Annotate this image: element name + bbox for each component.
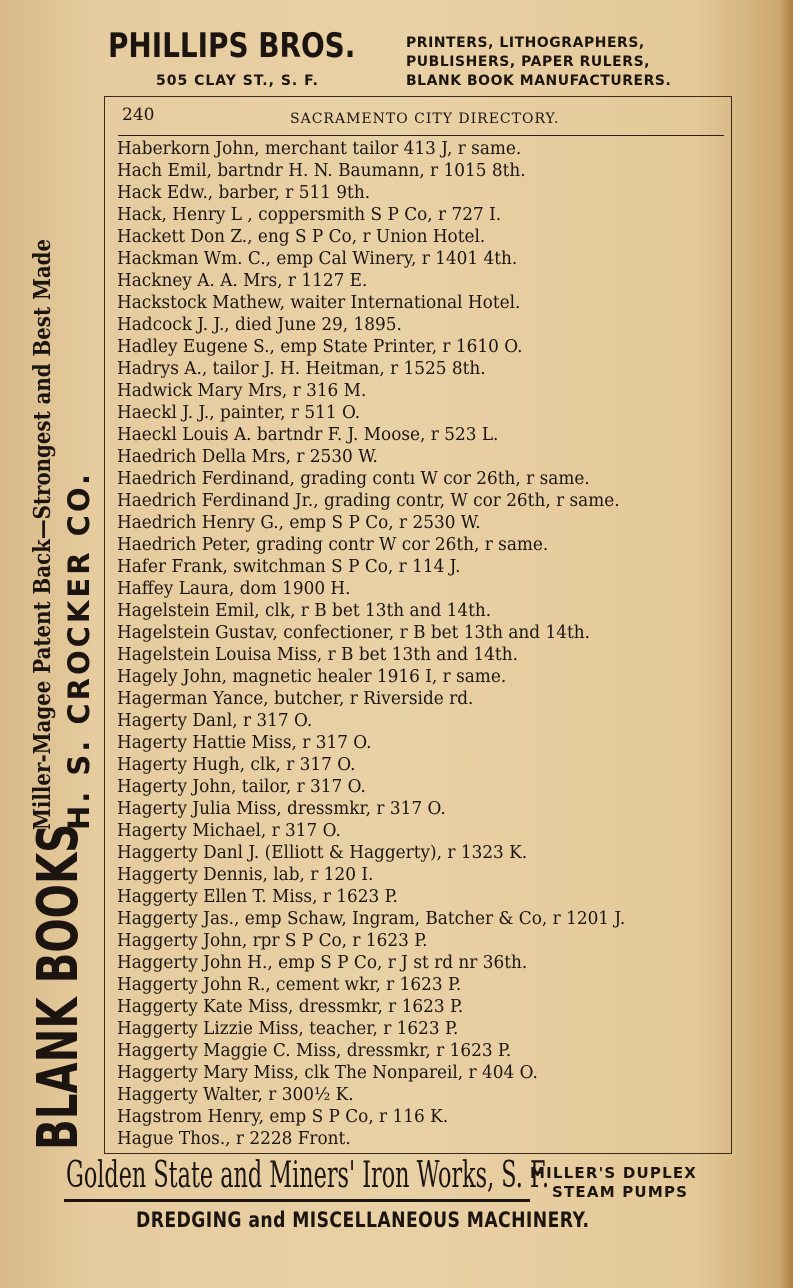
directory-entry: Hagelstein Louisa Miss, r B bet 13th and 14th. (117, 645, 518, 665)
directory-entry: Haggerty Ellen T. Miss, r 1623 P. (117, 887, 398, 907)
directory-entry: Hadwick Mary Mrs, r 316 M. (117, 381, 367, 401)
directory-entry: Haggerty Mary Miss, clk The Nonpareil, r 404 O. (117, 1063, 538, 1083)
directory-entry: Haberkorn John, merchant tailor 413 J, r same. (117, 139, 522, 159)
footer-right-line: MILLER'S DUPLEX (530, 1164, 698, 1182)
directory-entry: Hagerty Michael, r 317 O. (117, 821, 341, 841)
directory-entry: Hafer Frank, switchman S P Co, r 114 J. (117, 557, 461, 577)
directory-entry: Hagerty Julia Miss, dressmkr, r 317 O. (117, 799, 446, 819)
directory-entry: Hackstock Mathew, waiter International Hotel. (117, 293, 521, 313)
directory-entry: Hague Thos., r 2228 Front. (117, 1129, 351, 1149)
directory-entry: Haeckl Louis A. bartndr F. J. Moose, r 523 L. (117, 425, 499, 445)
header-service-line: BLANK BOOK MANUFACTURERS. (406, 73, 672, 89)
header-services (406, 34, 736, 91)
page-edge-shadow (779, 0, 793, 1288)
sidebar-big-text: BLANK BOOKS (26, 823, 91, 1150)
directory-entry: Hach Emil, bartndr H. N. Baumann, r 1015 8th. (117, 161, 526, 181)
directory-entry: Haggerty Dennis, lab, r 120 I. (117, 865, 374, 885)
directory-entry: Haggerty Maggie C. Miss, dressmkr, r 1623 P. (117, 1041, 512, 1061)
footer-rule (64, 1199, 530, 1202)
header-service-line: PRINTERS, LITHOGRAPHERS, (406, 35, 645, 51)
directory-entry: Hagely John, magnetic healer 1916 I, r same. (117, 667, 507, 687)
header-brand: PHILLIPS BROS. (108, 26, 356, 66)
page-number: 240 (122, 105, 155, 125)
directory-entry: Hack, Henry L , coppersmith S P Co, r 727 I. (117, 205, 502, 225)
directory-entry: Hagerty Danl, r 317 O. (117, 711, 313, 731)
directory-entry: Haffey Laura, dom 1900 H. (117, 579, 351, 599)
directory-entry: Hack Edw., barber, r 511 9th. (117, 183, 371, 203)
directory-entry: Haggerty Danl J. (Elliott & Haggerty), r 1323 K. (117, 843, 528, 863)
directory-entry: Haedrich Ferdinand, grading contı W cor 26th, r same. (117, 469, 590, 489)
sidebar-stack (30, 143, 96, 830)
directory-entry: Hagerty John, tailor, r 317 O. (117, 777, 366, 797)
directory-entry: Haedrich Henry G., emp S P Co, r 2530 W. (117, 513, 481, 533)
directory-entry: Hackman Wm. C., emp Cal Winery, r 1401 4th. (117, 249, 518, 269)
directory-entry: Haggerty John, rpr S P Co, r 1623 P. (117, 931, 428, 951)
directory-entry: Haggerty John H., emp S P Co, r J st rd nr 36th. (117, 953, 528, 973)
sidebar-advert (26, 143, 96, 1150)
entry-list (117, 138, 727, 1150)
directory-entry: Haedrich Ferdinand Jr., grading contr, W cor 26th, r same. (117, 491, 620, 511)
directory-entry: Haggerty Kate Miss, dressmkr, r 1623 P. (117, 997, 464, 1017)
directory-entry: Hadcock J. J., died June 29, 1895. (117, 315, 402, 335)
directory-entry: Hackney A. A. Mrs, r 1127 E. (117, 271, 368, 291)
header-address: 505 CLAY ST., S. F. (156, 73, 319, 89)
directory-entry: Haeckl J. J., painter, r 511 O. (117, 403, 361, 423)
sidebar-company: H. S. CROCKER CO. (62, 471, 96, 830)
header-service-line: PUBLISHERS, PAPER RULERS, (406, 54, 651, 70)
directory-entry: Haggerty Jas., emp Schaw, Ingram, Batcher & Co, r 1201 J. (117, 909, 626, 929)
directory-entry: Haggerty John R., cement wkr, r 1623 P. (117, 975, 462, 995)
footer-left-advert: Golden State and Miners' Iron Works, S. F. (66, 1155, 550, 1196)
header-rule (118, 135, 724, 136)
directory-entry: Hagstrom Henry, emp S P Co, r 116 K. (117, 1107, 449, 1127)
footer-bottom-advert: DREDGING and MISCELLANEOUS MACHINERY. (136, 1208, 590, 1232)
running-head: SACRAMENTO CITY DIRECTORY. (290, 111, 560, 127)
directory-entry: Haggerty Lizzie Miss, teacher, r 1623 P. (117, 1019, 459, 1039)
directory-entry: Hagerman Yance, butcher, r Riverside rd. (117, 689, 474, 709)
directory-entry: Hagelstein Gustav, confectioner, r B bet 13th and 14th. (117, 623, 590, 643)
directory-entry: Hagerty Hattie Miss, r 317 O. (117, 733, 372, 753)
sidebar-small-text: Miller-Magee Patent Back—Strongest and Best Made (29, 238, 56, 830)
directory-entry: Hagerty Hugh, clk, r 317 O. (117, 755, 356, 775)
directory-entry: Hadrys A., tailor J. H. Heitman, r 1525 8th. (117, 359, 486, 379)
directory-entry: Haedrich Della Mrs, r 2530 W. (117, 447, 378, 467)
footer-right-advert (530, 1164, 740, 1202)
footer-right-line: STEAM PUMPS (552, 1183, 689, 1201)
directory-entry: Hadley Eugene S., emp State Printer, r 1610 O. (117, 337, 523, 357)
directory-entry: Hackett Don Z., eng S P Co, r Union Hotel. (117, 227, 486, 247)
directory-entry: Hagelstein Emil, clk, r B bet 13th and 14th. (117, 601, 492, 621)
directory-entry: Haedrich Peter, grading contr W cor 26th, r same. (117, 535, 549, 555)
directory-entry: Haggerty Walter, r 300½ K. (117, 1085, 354, 1105)
